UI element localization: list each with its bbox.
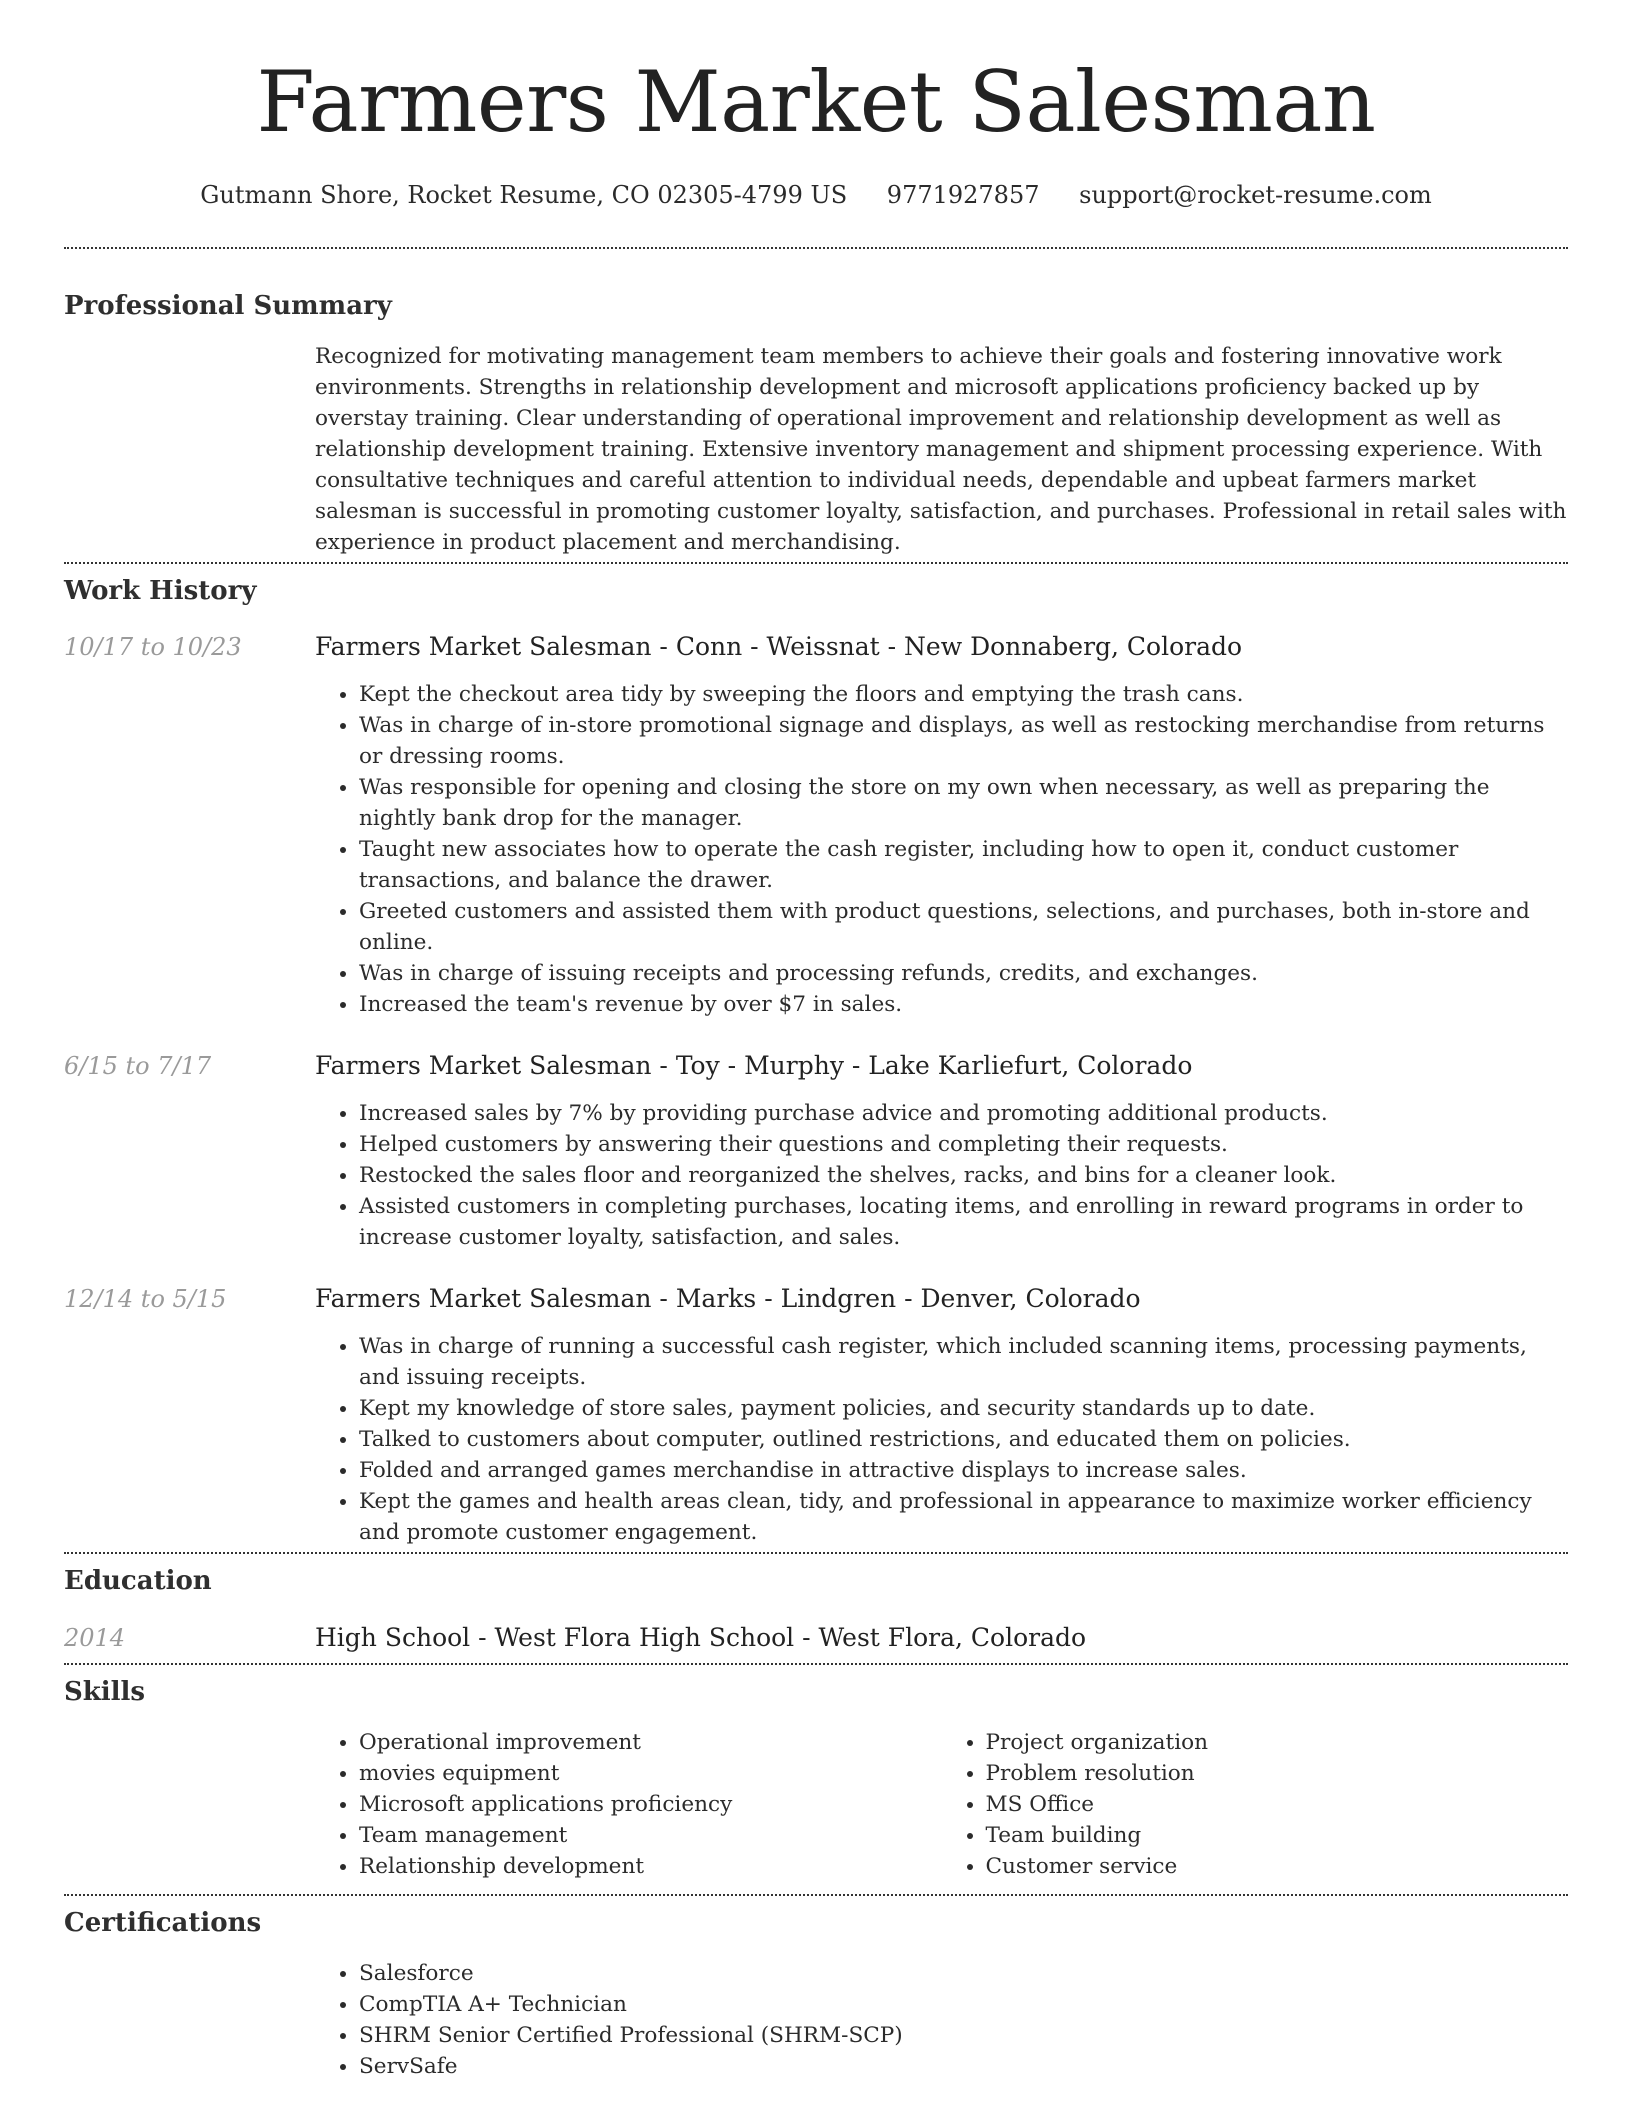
job-dates: 12/14 to 5/15 xyxy=(64,1285,227,1313)
list-item: • Talked to customers about computer, outlined restrictions, and educated them on policies. xyxy=(359,1424,1568,1455)
list-item: • Problem resolution xyxy=(986,1758,1569,1789)
list-item: • Taught new associates how to operate the cash register, including how to open it, conduct customer transactions, and balance the drawer. xyxy=(359,834,1568,896)
section-title-summary: Professional Summary xyxy=(64,291,392,321)
job-heading: Farmers Market Salesman - Toy - Murphy - Lake Karliefurt, Colorado xyxy=(315,1051,1193,1080)
section-title-education: Education xyxy=(64,1566,212,1596)
list-item: • Was in charge of running a successful cash register, which included scanning items, processing payments, and issuing receipts. xyxy=(359,1331,1568,1393)
list-item: • Relationship development xyxy=(359,1851,942,1882)
list-item: • Was in charge of issuing receipts and processing refunds, credits, and exchanges. xyxy=(359,958,1568,989)
list-item: • MS Office xyxy=(986,1789,1569,1820)
list-item: • Salesforce xyxy=(359,1958,1568,1989)
list-item: • Operational improvement xyxy=(359,1727,942,1758)
job-entry xyxy=(64,631,1568,1020)
job-entry xyxy=(64,1050,1568,1253)
section-title-certifications: Certifications xyxy=(64,1908,262,1938)
job-bullets xyxy=(315,1098,1568,1253)
list-item: • Kept the checkout area tidy by sweeping the floors and emptying the trash cans. xyxy=(359,679,1568,710)
job-heading: Farmers Market Salesman - Marks - Lindgren - Denver, Colorado xyxy=(315,1284,1141,1313)
list-item: • ServSafe xyxy=(359,2051,1568,2082)
list-item: • SHRM Senior Certified Professional (SHRM-SCP) xyxy=(359,2020,1568,2051)
skills-list-left xyxy=(315,1727,942,1882)
job-dates: 10/17 to 10/23 xyxy=(64,633,242,661)
list-item: • Folded and arranged games merchandise in attractive displays to increase sales. xyxy=(359,1455,1568,1486)
skills-list-right xyxy=(942,1727,1569,1882)
job-bullets xyxy=(315,679,1568,1020)
list-item: • movies equipment xyxy=(359,1758,942,1789)
phone: 9771927857 xyxy=(886,181,1040,209)
education-heading: High School - West Flora High School - West Flora, Colorado xyxy=(315,1623,1087,1652)
summary-text: Recognized for motivating management team members to achieve their goals and fostering innovative work environments. Strengths in relationship development and microsoft applications proficiency backed up by overstay training. Clear understanding of operational improvement and relationship development as well as relationship development training. Extensive inventory management and shipment processing experience. With consultative techniques and careful attention to individual needs, dependable and upbeat farmers market salesman is successful in promoting customer loyalty, satisfaction, and purchases. Professional in retail sales with experience in product placement and merchandising. xyxy=(315,344,1567,555)
job-heading: Farmers Market Salesman - Conn - Weissnat - New Donnaberg, Colorado xyxy=(315,632,1243,661)
list-item: • Customer service xyxy=(986,1851,1569,1882)
list-item: • Increased the team's revenue by over $7 in sales. xyxy=(359,989,1568,1020)
certifications-list xyxy=(315,1958,1568,2082)
list-item: • Increased sales by 7% by providing purchase advice and promoting additional products. xyxy=(359,1098,1568,1129)
contact-line xyxy=(64,180,1568,210)
list-item: • Helped customers by answering their questions and completing their requests. xyxy=(359,1129,1568,1160)
list-item: • Was in charge of in-store promotional signage and displays, as well as restocking merchandise from returns or dressing rooms. xyxy=(359,710,1568,772)
list-item: • Kept the games and health areas clean, tidy, and professional in appearance to maximize worker efficiency and promote customer engagement. xyxy=(359,1486,1568,1548)
divider xyxy=(64,1552,1568,1554)
resume-page xyxy=(64,0,1568,2082)
candidate-name: Farmers Market Salesman xyxy=(256,53,1376,151)
divider xyxy=(64,1894,1568,1896)
list-item: • Was responsible for opening and closing the store on my own when necessary, as well as preparing the nightly bank drop for the manager. xyxy=(359,772,1568,834)
section-title-skills: Skills xyxy=(64,1677,146,1707)
job-bullets xyxy=(315,1331,1568,1548)
divider xyxy=(64,247,1568,249)
list-item: • Assisted customers in completing purchases, locating items, and enrolling in reward programs in order to increase customer loyalty, satisfaction, and sales. xyxy=(359,1191,1568,1253)
list-item: • Team management xyxy=(359,1820,942,1851)
divider xyxy=(64,1663,1568,1665)
list-item: • Greeted customers and assisted them with product questions, selections, and purchases, both in-store and online. xyxy=(359,896,1568,958)
skills-columns xyxy=(315,1727,1568,1882)
job-dates: 6/15 to 7/17 xyxy=(64,1052,212,1080)
job-entry xyxy=(64,1283,1568,1548)
list-item: • Team building xyxy=(986,1820,1569,1851)
address: Gutmann Shore, Rocket Resume, CO 02305-4799 US xyxy=(200,181,848,209)
email: support@rocket-resume.com xyxy=(1079,181,1432,209)
divider xyxy=(64,562,1568,564)
list-item: • Restocked the sales floor and reorganized the shelves, racks, and bins for a cleaner look. xyxy=(359,1160,1568,1191)
education-entry xyxy=(64,1622,1568,1654)
list-item: • CompTIA A+ Technician xyxy=(359,1989,1568,2020)
education-year: 2014 xyxy=(64,1624,126,1652)
section-title-work-history: Work History xyxy=(64,576,257,606)
list-item: • Kept my knowledge of store sales, payment policies, and security standards up to date. xyxy=(359,1393,1568,1424)
list-item: • Microsoft applications proficiency xyxy=(359,1789,942,1820)
list-item: • Project organization xyxy=(986,1727,1569,1758)
